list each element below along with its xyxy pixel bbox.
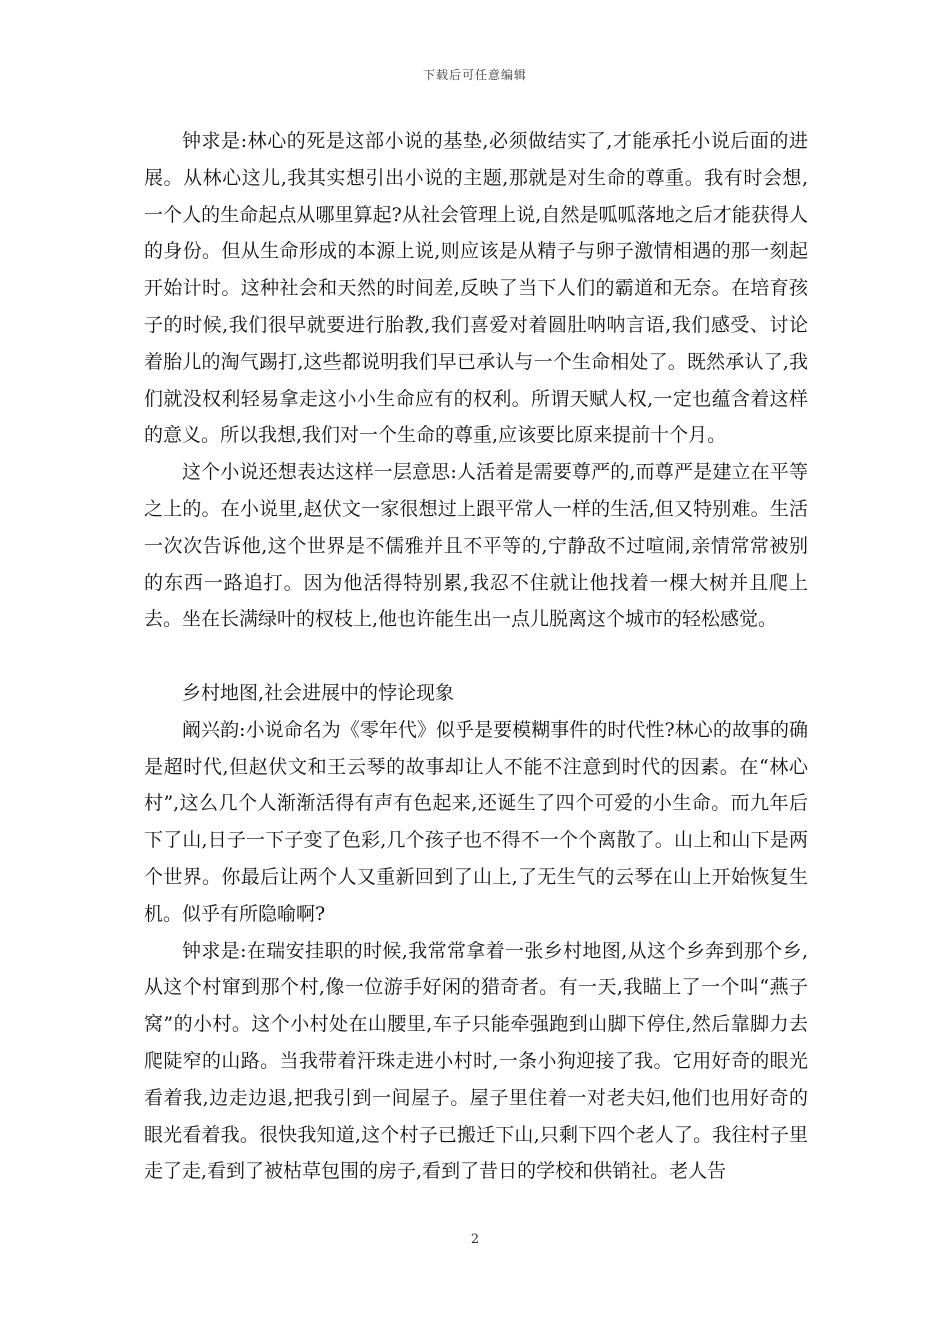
body-paragraph-1: 钟求是:林心的死是这部小说的基垫,必须做结实了,才能承托小说后面的进展。从林心这儿,我其实想引出小说的主题,那就是对生命的尊重。我有时会想,一个人的生命起点从哪里算起?从社会管理上说,自然是呱呱落地之后才能获得人的身份。但从生命形成的本源上说,则应该是从精子与卵子激情相遇的那一刻起开始计时。这种社会和天然的时间差,反映了当下人们的霸道和无奈。在培育孩子的时候,我们很早就要进行胎教,我们喜爱对着圆肚呐呐言语,我们感受、讨论着胎儿的淘气踢打,这些都说明我们早已承认与一个生命相处了。既然承认了,我们就没权利轻易拿走这小小生命应有的权利。所谓天赋人权,一定也蕴含着这样的意义。所以我想,我们对一个生命的尊重,应该要比原来提前十个月。 [144, 130, 808, 447]
page-number: 2 [470, 1232, 480, 1247]
page-header: 下载后可任意编辑 [422, 68, 527, 82]
section-heading: 乡村地图,社会进展中的悖论现象 [182, 681, 455, 704]
section-paragraph-1: 阚兴韵:小说命名为《零年代》似乎是要模糊事件的时代性?林心的故事的确是超时代,但赵伏文和王云琴的故事却让人不能不注意到时代的因素。在“林心村”,这么几个人渐渐活得有声有色起来,还诞生了四个可爱的小生命。而九年后下了山,日子一下子变了色彩,几个孩子也不得不一个个离散了。山上和山下是两个世界。你最后让两个人又重新回到了山上,了无生气的云琴在山上开始恢复生机。似乎有所隐喻啊? [144, 718, 808, 925]
body-paragraph-2: 这个小说还想表达这样一层意思:人活着是需要尊严的,而尊严是建立在平等之上的。在小说里,赵伏文一家很想过上跟平常人一样的生活,但又特别难。生活一次次告诉他,这个世界是不儒雅并且不平等的,宁静敌不过喧闹,亲情常常被别的东西一路追打。因为他活得特别累,我忍不住就让他找着一棵大树并且爬上去。坐在长满绿叶的杈枝上,他也许能生出一点儿脱离这个城市的轻松感觉。 [144, 461, 808, 631]
document-body [144, 123, 808, 1190]
section-paragraph-2: 钟求是:在瑞安挂职的时候,我常常拿着一张乡村地图,从这个乡奔到那个乡,从这个村窜到那个村,像一位游手好闲的猎奇者。有一天,我瞄上了一个叫“燕子窝”的小村。这个小村处在山腰里,车子只能牵强跑到山脚下停住,然后靠脚力去爬陡窄的山路。当我带着汗珠走进小村时,一条小狗迎接了我。它用好奇的眼光看着我,边走边退,把我引到一间屋子。屋子里住着一对老夫妇,他们也用好奇的眼光看着我。很快我知道,这个村子已搬迁下山,只剩下四个老人了。我往村子里走了走,看到了被枯草包围的房子,看到了昔日的学校和供销社。老人告 [144, 939, 808, 1183]
